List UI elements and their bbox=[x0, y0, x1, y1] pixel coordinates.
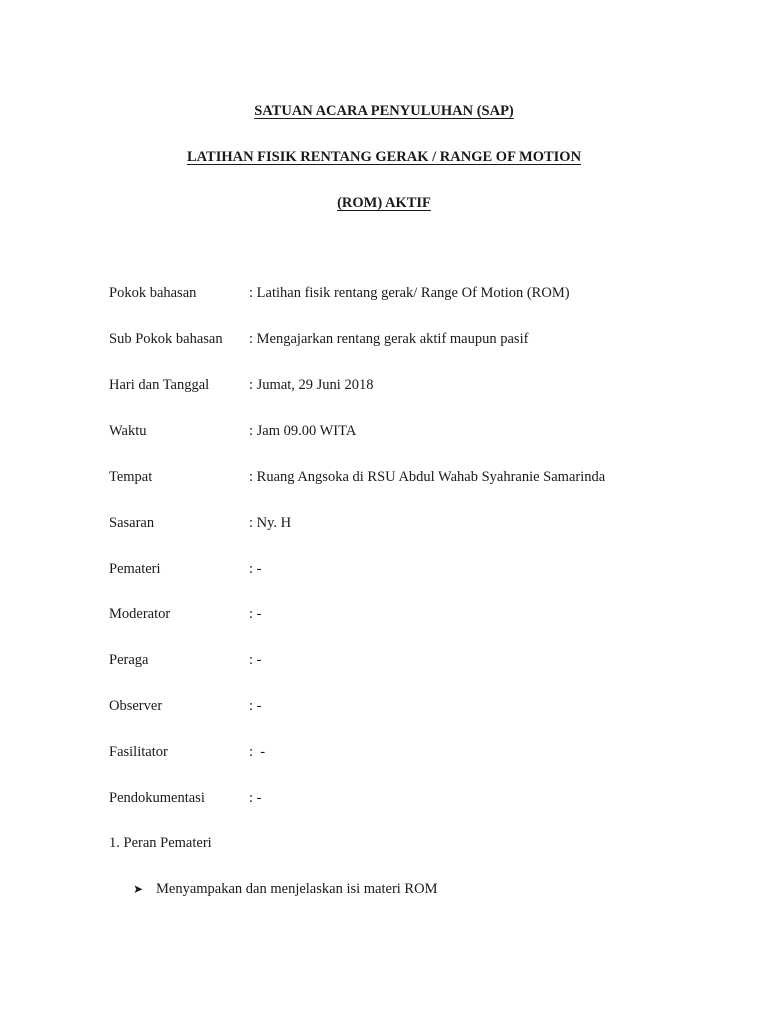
bullet-text: Menyampakan dan menjelaskan isi materi ROM bbox=[156, 881, 438, 897]
field-value: : Jam 09.00 WITA bbox=[249, 423, 357, 439]
field-value: : - bbox=[249, 652, 262, 668]
field-value: : - bbox=[249, 790, 262, 806]
field-value: : Latihan fisik rentang gerak/ Range Of Motion (ROM) bbox=[249, 285, 570, 301]
field-label: Sasaran bbox=[109, 515, 155, 531]
section-heading: 1. Peran Pemateri bbox=[109, 835, 212, 851]
field-label: Observer bbox=[109, 698, 163, 714]
field-value: : Jumat, 29 Juni 2018 bbox=[249, 377, 374, 393]
field-label: Moderator bbox=[109, 606, 171, 622]
document-subtitle: LATIHAN FISIK RENTANG GERAK / RANGE OF MOTION bbox=[186, 149, 582, 165]
field-value: : Ruang Angsoka di RSU Abdul Wahab Syahranie Samarinda bbox=[249, 469, 606, 485]
field-label: Tempat bbox=[109, 469, 153, 485]
field-value: : - bbox=[249, 561, 262, 577]
field-label: Hari dan Tanggal bbox=[109, 377, 210, 393]
field-value: : - bbox=[249, 606, 262, 622]
field-value: : Mengajarkan rentang gerak aktif maupun pasif bbox=[249, 331, 529, 347]
field-label: Pendokumentasi bbox=[109, 790, 205, 806]
field-label: Peraga bbox=[109, 652, 149, 668]
document-subtitle-continued: (ROM) AKTIF bbox=[337, 195, 431, 211]
document-title: SATUAN ACARA PENYULUHAN (SAP) bbox=[254, 103, 514, 119]
field-value: : - bbox=[249, 698, 262, 714]
field-label: Pokok bahasan bbox=[109, 285, 197, 301]
field-label: Sub Pokok bahasan bbox=[109, 331, 223, 347]
field-label: Fasilitator bbox=[109, 744, 168, 760]
field-label: Pemateri bbox=[109, 561, 161, 577]
field-label: Waktu bbox=[109, 423, 147, 439]
field-value: : Ny. H bbox=[249, 515, 292, 531]
field-value: : - bbox=[249, 744, 266, 760]
arrowhead-bullet-icon: ➤ bbox=[133, 882, 144, 896]
